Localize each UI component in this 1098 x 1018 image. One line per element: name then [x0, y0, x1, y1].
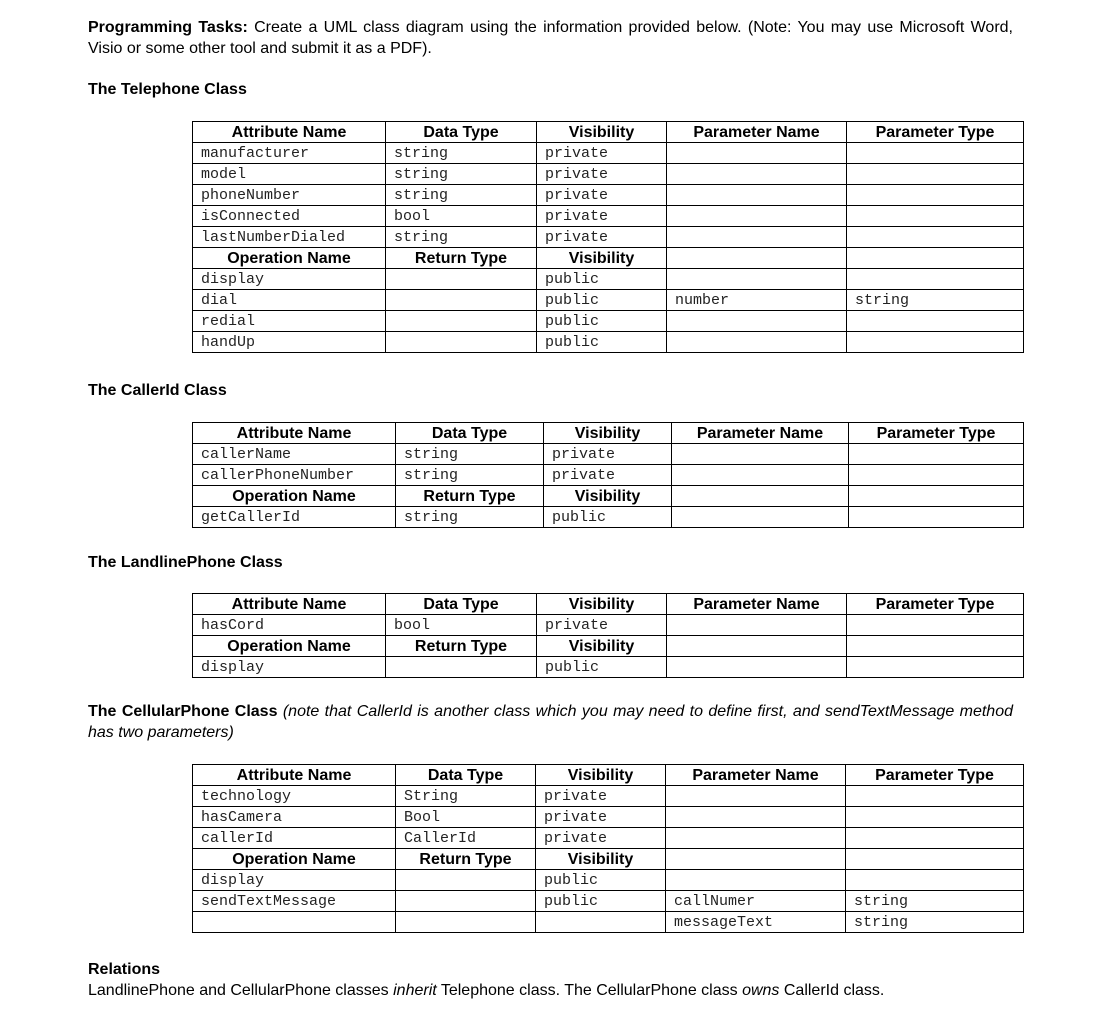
- operations-type-cell: [386, 269, 537, 290]
- attributes-visibility-cell: private: [536, 786, 666, 807]
- operations-type-cell: [396, 891, 536, 912]
- attributes-name-cell: callerPhoneNumber: [193, 465, 396, 486]
- relations-title: Relations: [88, 961, 161, 978]
- operation-header-row: [193, 849, 1024, 870]
- landlinephone-class-table: [192, 593, 1024, 678]
- header-parameter-name: Parameter Name: [672, 423, 849, 444]
- callerid-class-table: [192, 422, 1024, 528]
- operations-name-cell: getCallerId: [193, 507, 396, 528]
- header-empty: [666, 849, 846, 870]
- header-parameter-name: Parameter Name: [667, 122, 847, 143]
- operations-type-cell: [396, 870, 536, 891]
- header-operation-name: Operation Name: [193, 248, 386, 269]
- header-empty: [667, 248, 847, 269]
- attributes-row: [193, 807, 1024, 828]
- operations-param-type-cell: [847, 332, 1024, 353]
- header-return-type: Return Type: [386, 636, 537, 657]
- attributes-param-name-cell: [667, 164, 847, 185]
- attributes-visibility-cell: private: [537, 164, 667, 185]
- attributes-name-cell: manufacturer: [193, 143, 386, 164]
- operations-param-type-cell: [846, 870, 1024, 891]
- operation-header-row: [193, 636, 1024, 657]
- relations-part: LandlinePhone and CellularPhone classes: [88, 982, 394, 999]
- attributes-type-cell: string: [386, 143, 537, 164]
- header-visibility: Visibility: [536, 765, 666, 786]
- attributes-name-cell: isConnected: [193, 206, 386, 227]
- attributes-visibility-cell: private: [537, 143, 667, 164]
- operations-row: [193, 870, 1024, 891]
- attributes-name-cell: callerId: [193, 828, 396, 849]
- operations-param-type-cell: [847, 657, 1024, 678]
- operations-visibility-cell: public: [537, 311, 667, 332]
- attributes-param-name-cell: [667, 615, 847, 636]
- attributes-row: [193, 143, 1024, 164]
- operations-param-name-cell: [666, 870, 846, 891]
- operations-visibility-cell: public: [537, 657, 667, 678]
- attribute-header-row: [193, 594, 1024, 615]
- header-return-type: Return Type: [396, 849, 536, 870]
- attributes-type-cell: String: [396, 786, 536, 807]
- attributes-visibility-cell: private: [544, 465, 672, 486]
- operations-name-cell: display: [193, 657, 386, 678]
- operations-param-name-cell: [667, 657, 847, 678]
- attributes-type-cell: string: [396, 465, 544, 486]
- operations-visibility-cell: [536, 912, 666, 933]
- operation-header-row: [193, 486, 1024, 507]
- header-attribute-name: Attribute Name: [193, 765, 396, 786]
- attributes-type-cell: CallerId: [396, 828, 536, 849]
- operations-name-cell: handUp: [193, 332, 386, 353]
- header-visibility: Visibility: [537, 594, 667, 615]
- attributes-visibility-cell: private: [537, 185, 667, 206]
- operations-param-name-cell: [667, 311, 847, 332]
- operations-visibility-cell: public: [537, 269, 667, 290]
- header-operation-name: Operation Name: [193, 486, 396, 507]
- header-parameter-type: Parameter Type: [847, 122, 1024, 143]
- header-parameter-type: Parameter Type: [849, 423, 1024, 444]
- attributes-visibility-cell: private: [537, 206, 667, 227]
- attributes-row: [193, 828, 1024, 849]
- operations-type-cell: [386, 290, 537, 311]
- operations-type-cell: [396, 912, 536, 933]
- header-empty: [667, 636, 847, 657]
- intro-paragraph: [88, 17, 1013, 59]
- attributes-visibility-cell: private: [544, 444, 672, 465]
- operations-visibility-cell: public: [536, 870, 666, 891]
- attributes-name-cell: technology: [193, 786, 396, 807]
- operations-row: [193, 891, 1024, 912]
- operations-visibility-cell: public: [537, 332, 667, 353]
- attributes-visibility-cell: private: [536, 828, 666, 849]
- operations-type-cell: [386, 311, 537, 332]
- operations-name-cell: redial: [193, 311, 386, 332]
- attributes-param-type-cell: [846, 786, 1024, 807]
- attributes-param-type-cell: [846, 807, 1024, 828]
- header-empty: [847, 636, 1024, 657]
- operations-param-name-cell: [672, 507, 849, 528]
- attributes-name-cell: hasCord: [193, 615, 386, 636]
- intro-text: Create a UML class diagram using the information provided below. (Note: You may use Microsoft Word, Visio or some other tool and submit it as a PDF).: [88, 19, 1013, 57]
- operations-row: [193, 311, 1024, 332]
- header-parameter-type: Parameter Type: [846, 765, 1024, 786]
- attributes-type-cell: string: [386, 185, 537, 206]
- class-title-telephone: The Telephone Class: [88, 81, 247, 98]
- attributes-row: [193, 227, 1024, 248]
- operations-param-type-cell: string: [847, 290, 1024, 311]
- attributes-param-name-cell: [666, 786, 846, 807]
- attributes-param-name-cell: [667, 206, 847, 227]
- attributes-row: [193, 185, 1024, 206]
- attributes-param-name-cell: [672, 444, 849, 465]
- operations-row: [193, 657, 1024, 678]
- header-operation-name: Operation Name: [193, 849, 396, 870]
- header-attribute-name: Attribute Name: [193, 122, 386, 143]
- attributes-name-cell: callerName: [193, 444, 396, 465]
- attributes-type-cell: bool: [386, 206, 537, 227]
- header-parameter-type: Parameter Type: [847, 594, 1024, 615]
- header-visibility: Visibility: [544, 423, 672, 444]
- intro-label: Programming Tasks:: [88, 19, 248, 36]
- class-title-cellularphone: The CellularPhone Class: [88, 703, 278, 720]
- attributes-name-cell: phoneNumber: [193, 185, 386, 206]
- attributes-param-name-cell: [666, 828, 846, 849]
- cellularphone-heading: [88, 701, 1013, 743]
- attributes-visibility-cell: private: [536, 807, 666, 828]
- attributes-param-type-cell: [847, 615, 1024, 636]
- relations-part: Telephone class. The CellularPhone class: [436, 982, 743, 999]
- operations-param-type-cell: string: [846, 912, 1024, 933]
- attribute-header-row: [193, 423, 1024, 444]
- header-visibility: Visibility: [537, 636, 667, 657]
- attributes-row: [193, 444, 1024, 465]
- relations-part: CallerId class.: [779, 982, 885, 999]
- operations-visibility-cell: public: [537, 290, 667, 311]
- header-data-type: Data Type: [386, 122, 537, 143]
- attributes-row: [193, 465, 1024, 486]
- attributes-type-cell: string: [396, 444, 544, 465]
- header-visibility: Visibility: [537, 248, 667, 269]
- operations-param-type-cell: string: [846, 891, 1024, 912]
- attributes-param-type-cell: [849, 444, 1024, 465]
- operations-row: [193, 290, 1024, 311]
- class-title-callerid: The CallerId Class: [88, 382, 227, 399]
- attributes-param-type-cell: [846, 828, 1024, 849]
- header-return-type: Return Type: [386, 248, 537, 269]
- class-title-landlinephone: The LandlinePhone Class: [88, 554, 283, 571]
- cellularphone-class-table: [192, 764, 1024, 933]
- attributes-visibility-cell: private: [537, 615, 667, 636]
- operation-header-row: [193, 248, 1024, 269]
- attributes-row: [193, 786, 1024, 807]
- header-data-type: Data Type: [396, 423, 544, 444]
- attributes-param-name-cell: [667, 143, 847, 164]
- attributes-param-type-cell: [849, 465, 1024, 486]
- header-empty: [672, 486, 849, 507]
- operations-row: [193, 332, 1024, 353]
- header-empty: [847, 248, 1024, 269]
- operations-visibility-cell: public: [536, 891, 666, 912]
- operations-name-cell: [193, 912, 396, 933]
- cellularphone-note: (note that CallerId is another class which you may need to define first, and sendTextMessage method has two parameters): [88, 703, 1013, 741]
- attributes-row: [193, 164, 1024, 185]
- operations-name-cell: sendTextMessage: [193, 891, 396, 912]
- attributes-type-cell: string: [386, 164, 537, 185]
- attributes-name-cell: hasCamera: [193, 807, 396, 828]
- attributes-param-type-cell: [847, 143, 1024, 164]
- attributes-param-type-cell: [847, 185, 1024, 206]
- attributes-param-name-cell: [667, 227, 847, 248]
- attributes-param-type-cell: [847, 164, 1024, 185]
- operations-name-cell: display: [193, 269, 386, 290]
- operations-param-type-cell: [849, 507, 1024, 528]
- operations-param-name-cell: callNumer: [666, 891, 846, 912]
- operations-row: [193, 507, 1024, 528]
- relations-part: inherit: [393, 982, 437, 999]
- header-parameter-name: Parameter Name: [666, 765, 846, 786]
- attributes-param-name-cell: [667, 185, 847, 206]
- header-operation-name: Operation Name: [193, 636, 386, 657]
- operations-row: [193, 269, 1024, 290]
- header-attribute-name: Attribute Name: [193, 423, 396, 444]
- attribute-header-row: [193, 122, 1024, 143]
- header-visibility: Visibility: [536, 849, 666, 870]
- operations-param-name-cell: messageText: [666, 912, 846, 933]
- attributes-param-type-cell: [847, 206, 1024, 227]
- header-data-type: Data Type: [386, 594, 537, 615]
- attributes-type-cell: bool: [386, 615, 537, 636]
- relations-part: owns: [742, 982, 780, 999]
- header-visibility: Visibility: [537, 122, 667, 143]
- operations-type-cell: [386, 657, 537, 678]
- operations-param-name-cell: [667, 269, 847, 290]
- header-parameter-name: Parameter Name: [667, 594, 847, 615]
- operations-param-type-cell: [847, 311, 1024, 332]
- attributes-visibility-cell: private: [537, 227, 667, 248]
- operations-name-cell: display: [193, 870, 396, 891]
- operations-type-cell: string: [396, 507, 544, 528]
- operations-param-name-cell: [667, 332, 847, 353]
- telephone-class-table: [192, 121, 1024, 353]
- attribute-header-row: [193, 765, 1024, 786]
- header-return-type: Return Type: [396, 486, 544, 507]
- attributes-name-cell: model: [193, 164, 386, 185]
- operations-param-name-cell: number: [667, 290, 847, 311]
- attributes-param-name-cell: [672, 465, 849, 486]
- relations-text: [88, 980, 1013, 1001]
- header-visibility: Visibility: [544, 486, 672, 507]
- header-attribute-name: Attribute Name: [193, 594, 386, 615]
- attributes-param-name-cell: [666, 807, 846, 828]
- attributes-param-type-cell: [847, 227, 1024, 248]
- attributes-type-cell: Bool: [396, 807, 536, 828]
- attributes-type-cell: string: [386, 227, 537, 248]
- attributes-row: [193, 615, 1024, 636]
- operations-name-cell: dial: [193, 290, 386, 311]
- attributes-name-cell: lastNumberDialed: [193, 227, 386, 248]
- header-empty: [849, 486, 1024, 507]
- header-empty: [846, 849, 1024, 870]
- operations-param-type-cell: [847, 269, 1024, 290]
- operations-row: [193, 912, 1024, 933]
- attributes-row: [193, 206, 1024, 227]
- operations-visibility-cell: public: [544, 507, 672, 528]
- header-data-type: Data Type: [396, 765, 536, 786]
- operations-type-cell: [386, 332, 537, 353]
